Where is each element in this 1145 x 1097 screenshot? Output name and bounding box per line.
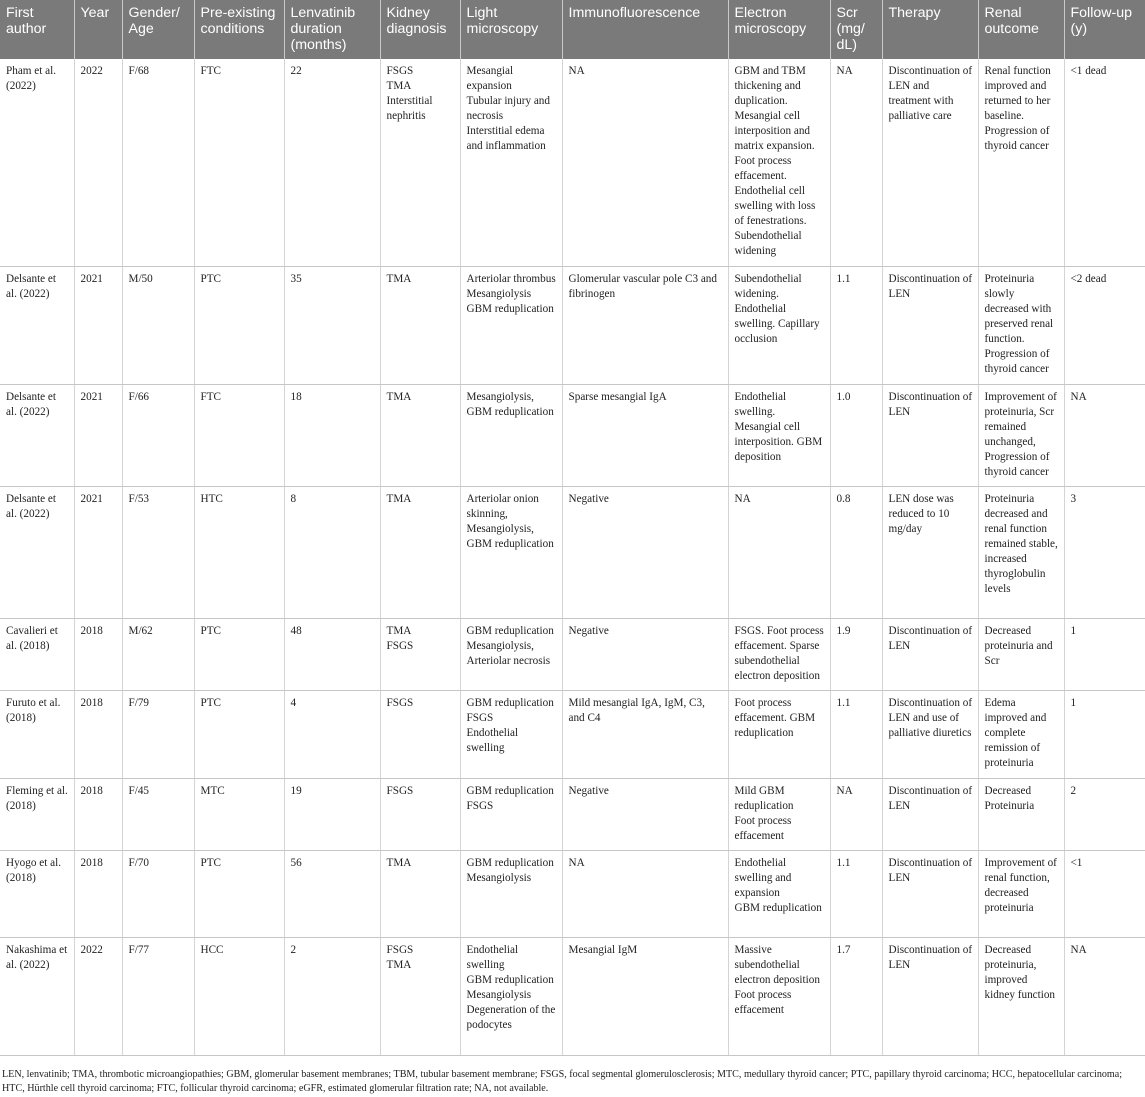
cell-duration: 48 bbox=[284, 618, 380, 690]
header-lenvatinib-duration: Lenvatinib duration (months) bbox=[284, 0, 380, 59]
cell-electron-microscopy: NA bbox=[728, 486, 830, 618]
cell-follow-up: 1 bbox=[1064, 690, 1145, 778]
table-header bbox=[0, 0, 1145, 59]
cell-immunofluorescence: Mild mesangial IgA, IgM, C3, and C4 bbox=[562, 690, 728, 778]
cell-year: 2018 bbox=[74, 778, 122, 850]
cell-kidney-diagnosis: TMA bbox=[380, 384, 460, 486]
cell-renal-outcome: Improvement of renal function, decreased proteinuria bbox=[978, 850, 1064, 937]
cell-first-author: Delsante et al. (2022) bbox=[0, 266, 74, 384]
cell-therapy: Discontinuation of LEN bbox=[882, 266, 978, 384]
table-row bbox=[0, 384, 1145, 486]
cell-gender-age: F/79 bbox=[122, 690, 194, 778]
cell-duration: 22 bbox=[284, 59, 380, 266]
cell-follow-up: 3 bbox=[1064, 486, 1145, 618]
cell-light-microscopy: GBM reduplication Mesangiolysis, Arteriolar necrosis bbox=[460, 618, 562, 690]
cell-gender-age: F/66 bbox=[122, 384, 194, 486]
cell-duration: 35 bbox=[284, 266, 380, 384]
cell-year: 2018 bbox=[74, 850, 122, 937]
cell-first-author: Pham et al. (2022) bbox=[0, 59, 74, 266]
cell-therapy: Discontinuation of LEN bbox=[882, 850, 978, 937]
cell-immunofluorescence: Sparse mesangial IgA bbox=[562, 384, 728, 486]
cell-pre-existing: MTC bbox=[194, 778, 284, 850]
cell-first-author: Nakashima et al. (2022) bbox=[0, 937, 74, 1055]
cell-pre-existing: FTC bbox=[194, 384, 284, 486]
table-footnote: LEN, lenvatinib; TMA, thrombotic microangiopathies; GBM, glomerular basement membranes; TBM, tubular basement membrane; FSGS, focal segmental glomerulosclerosis; MTC, medullary thyroid cancer; PTC, papillary thyroid carcinoma; HCC, hepatocellular carcinoma; HTC, Hürthle cell thyroid carcinoma; FTC, follicular thyroid carcinoma; eGFR, estimated glomerular filtration rate; NA, not available. bbox=[2, 1069, 1123, 1094]
cell-first-author: Hyogo et al. (2018) bbox=[0, 850, 74, 937]
header-light-microscopy: Light microscopy bbox=[460, 0, 562, 59]
cell-light-microscopy: Arteriolar onion skinning, Mesangiolysis, GBM reduplication bbox=[460, 486, 562, 618]
cell-pre-existing: FTC bbox=[194, 59, 284, 266]
cell-pre-existing: PTC bbox=[194, 850, 284, 937]
table-row bbox=[0, 618, 1145, 690]
cell-electron-microscopy: Foot process effacement. GBM reduplication bbox=[728, 690, 830, 778]
header-therapy: Therapy bbox=[882, 0, 978, 59]
cell-pre-existing: HTC bbox=[194, 486, 284, 618]
cell-immunofluorescence: Negative bbox=[562, 486, 728, 618]
cell-gender-age: F/70 bbox=[122, 850, 194, 937]
table-row bbox=[0, 486, 1145, 618]
cell-light-microscopy: Mesangiolysis, GBM reduplication bbox=[460, 384, 562, 486]
cell-kidney-diagnosis: FSGS TMA Interstitial nephritis bbox=[380, 59, 460, 266]
cell-kidney-diagnosis: TMA FSGS bbox=[380, 618, 460, 690]
cell-pre-existing: PTC bbox=[194, 618, 284, 690]
cell-duration: 56 bbox=[284, 850, 380, 937]
cell-electron-microscopy: GBM and TBM thickening and duplication. Mesangial cell interposition and matrix expansion. Foot process effacement. Endothelial cell swelling with loss of fenestrations. Subendothelial widening bbox=[728, 59, 830, 266]
cell-scr: 1.7 bbox=[830, 937, 882, 1055]
cell-gender-age: F/77 bbox=[122, 937, 194, 1055]
cell-therapy: Discontinuation of LEN and use of palliative diuretics bbox=[882, 690, 978, 778]
cell-renal-outcome: Proteinuria decreased and renal function remained stable, increased thyroglobulin levels bbox=[978, 486, 1064, 618]
cell-first-author: Delsante et al. (2022) bbox=[0, 384, 74, 486]
cell-gender-age: F/53 bbox=[122, 486, 194, 618]
header-gender-age: Gender/ Age bbox=[122, 0, 194, 59]
cell-renal-outcome: Improvement of proteinuria, Scr remained unchanged, Progression of thyroid cancer bbox=[978, 384, 1064, 486]
cell-first-author: Furuto et al. (2018) bbox=[0, 690, 74, 778]
cell-duration: 2 bbox=[284, 937, 380, 1055]
cell-light-microscopy: GBM reduplication Mesangiolysis bbox=[460, 850, 562, 937]
cell-year: 2021 bbox=[74, 384, 122, 486]
cell-duration: 19 bbox=[284, 778, 380, 850]
cell-kidney-diagnosis: FSGS TMA bbox=[380, 937, 460, 1055]
cell-kidney-diagnosis: TMA bbox=[380, 486, 460, 618]
cell-electron-microscopy: Endothelial swelling and expansion GBM reduplication bbox=[728, 850, 830, 937]
table-body bbox=[0, 59, 1145, 1055]
cell-year: 2018 bbox=[74, 618, 122, 690]
header-pre-existing-conditions: Pre-existing conditions bbox=[194, 0, 284, 59]
cell-therapy: Discontinuation of LEN bbox=[882, 937, 978, 1055]
cell-therapy: Discontinuation of LEN bbox=[882, 384, 978, 486]
cell-immunofluorescence: NA bbox=[562, 850, 728, 937]
header-renal-outcome: Renal outcome bbox=[978, 0, 1064, 59]
cell-immunofluorescence: Glomerular vascular pole C3 and fibrinogen bbox=[562, 266, 728, 384]
header-first-author: First author bbox=[0, 0, 74, 59]
cell-scr: 1.1 bbox=[830, 266, 882, 384]
cell-light-microscopy: GBM reduplication FSGS Endothelial swelling bbox=[460, 690, 562, 778]
cell-follow-up: NA bbox=[1064, 384, 1145, 486]
table-row bbox=[0, 778, 1145, 850]
cell-duration: 8 bbox=[284, 486, 380, 618]
header-kidney-diagnosis: Kidney diagnosis bbox=[380, 0, 460, 59]
cell-immunofluorescence: Negative bbox=[562, 618, 728, 690]
cell-year: 2021 bbox=[74, 486, 122, 618]
cell-first-author: Delsante et al. (2022) bbox=[0, 486, 74, 618]
cell-electron-microscopy: Massive subendothelial electron deposition Foot process effacement bbox=[728, 937, 830, 1055]
cell-kidney-diagnosis: FSGS bbox=[380, 778, 460, 850]
cell-kidney-diagnosis: TMA bbox=[380, 266, 460, 384]
cell-follow-up: NA bbox=[1064, 937, 1145, 1055]
cell-therapy: LEN dose was reduced to 10 mg/day bbox=[882, 486, 978, 618]
cell-electron-microscopy: Mild GBM reduplication Foot process effacement bbox=[728, 778, 830, 850]
cell-therapy: Discontinuation of LEN and treatment with palliative care bbox=[882, 59, 978, 266]
cell-kidney-diagnosis: FSGS bbox=[380, 690, 460, 778]
table-row bbox=[0, 59, 1145, 266]
cell-immunofluorescence: NA bbox=[562, 59, 728, 266]
cell-renal-outcome: Decreased proteinuria and Scr bbox=[978, 618, 1064, 690]
cell-immunofluorescence: Negative bbox=[562, 778, 728, 850]
cell-scr: 1.1 bbox=[830, 850, 882, 937]
cell-scr: NA bbox=[830, 778, 882, 850]
cell-electron-microscopy: Endothelial swelling. Mesangial cell interposition. GBM deposition bbox=[728, 384, 830, 486]
cell-kidney-diagnosis: TMA bbox=[380, 850, 460, 937]
cell-renal-outcome: Proteinuria slowly decreased with preserved renal function. Progression of thyroid cancer bbox=[978, 266, 1064, 384]
cell-first-author: Fleming et al. (2018) bbox=[0, 778, 74, 850]
header-immunofluorescence: Immunofluorescence bbox=[562, 0, 728, 59]
cell-follow-up: <1 dead bbox=[1064, 59, 1145, 266]
cell-year: 2022 bbox=[74, 59, 122, 266]
cell-duration: 18 bbox=[284, 384, 380, 486]
table-row bbox=[0, 690, 1145, 778]
header-year: Year bbox=[74, 0, 122, 59]
cell-first-author: Cavalieri et al. (2018) bbox=[0, 618, 74, 690]
cell-year: 2021 bbox=[74, 266, 122, 384]
cell-renal-outcome: Decreased Proteinuria bbox=[978, 778, 1064, 850]
cell-electron-microscopy: Subendothelial widening. Endothelial swelling. Capillary occlusion bbox=[728, 266, 830, 384]
cell-gender-age: F/45 bbox=[122, 778, 194, 850]
cell-immunofluorescence: Mesangial IgM bbox=[562, 937, 728, 1055]
cell-follow-up: <2 dead bbox=[1064, 266, 1145, 384]
cell-duration: 4 bbox=[284, 690, 380, 778]
header-scr: Scr (mg/ dL) bbox=[830, 0, 882, 59]
cell-scr: NA bbox=[830, 59, 882, 266]
cell-follow-up: <1 bbox=[1064, 850, 1145, 937]
cell-scr: 1.0 bbox=[830, 384, 882, 486]
table-row bbox=[0, 266, 1145, 384]
cell-renal-outcome: Edema improved and complete remission of proteinuria bbox=[978, 690, 1064, 778]
cell-scr: 1.9 bbox=[830, 618, 882, 690]
cell-pre-existing: PTC bbox=[194, 266, 284, 384]
cell-follow-up: 1 bbox=[1064, 618, 1145, 690]
cell-gender-age: M/50 bbox=[122, 266, 194, 384]
cell-pre-existing: PTC bbox=[194, 690, 284, 778]
cell-scr: 0.8 bbox=[830, 486, 882, 618]
cell-gender-age: F/68 bbox=[122, 59, 194, 266]
cell-therapy: Discontinuation of LEN bbox=[882, 778, 978, 850]
cell-light-microscopy: Arteriolar thrombus Mesangiolysis GBM reduplication bbox=[460, 266, 562, 384]
header-row bbox=[0, 0, 1145, 59]
cell-light-microscopy: Mesangial expansion Tubular injury and necrosis Interstitial edema and inflammation bbox=[460, 59, 562, 266]
cell-year: 2022 bbox=[74, 937, 122, 1055]
cell-scr: 1.1 bbox=[830, 690, 882, 778]
cell-light-microscopy: Endothelial swelling GBM reduplication Mesangiolysis Degeneration of the podocytes bbox=[460, 937, 562, 1055]
cell-follow-up: 2 bbox=[1064, 778, 1145, 850]
cell-pre-existing: HCC bbox=[194, 937, 284, 1055]
table-row bbox=[0, 937, 1145, 1055]
header-electron-microscopy: Electron microscopy bbox=[728, 0, 830, 59]
cell-therapy: Discontinuation of LEN bbox=[882, 618, 978, 690]
cell-gender-age: M/62 bbox=[122, 618, 194, 690]
cell-renal-outcome: Decreased proteinuria, improved kidney function bbox=[978, 937, 1064, 1055]
header-follow-up: Follow-up (y) bbox=[1064, 0, 1145, 59]
cell-year: 2018 bbox=[74, 690, 122, 778]
table-row bbox=[0, 850, 1145, 937]
cell-electron-microscopy: FSGS. Foot process effacement. Sparse subendothelial electron deposition bbox=[728, 618, 830, 690]
cell-renal-outcome: Renal function improved and returned to her baseline. Progression of thyroid cancer bbox=[978, 59, 1064, 266]
cell-light-microscopy: GBM reduplication FSGS bbox=[460, 778, 562, 850]
